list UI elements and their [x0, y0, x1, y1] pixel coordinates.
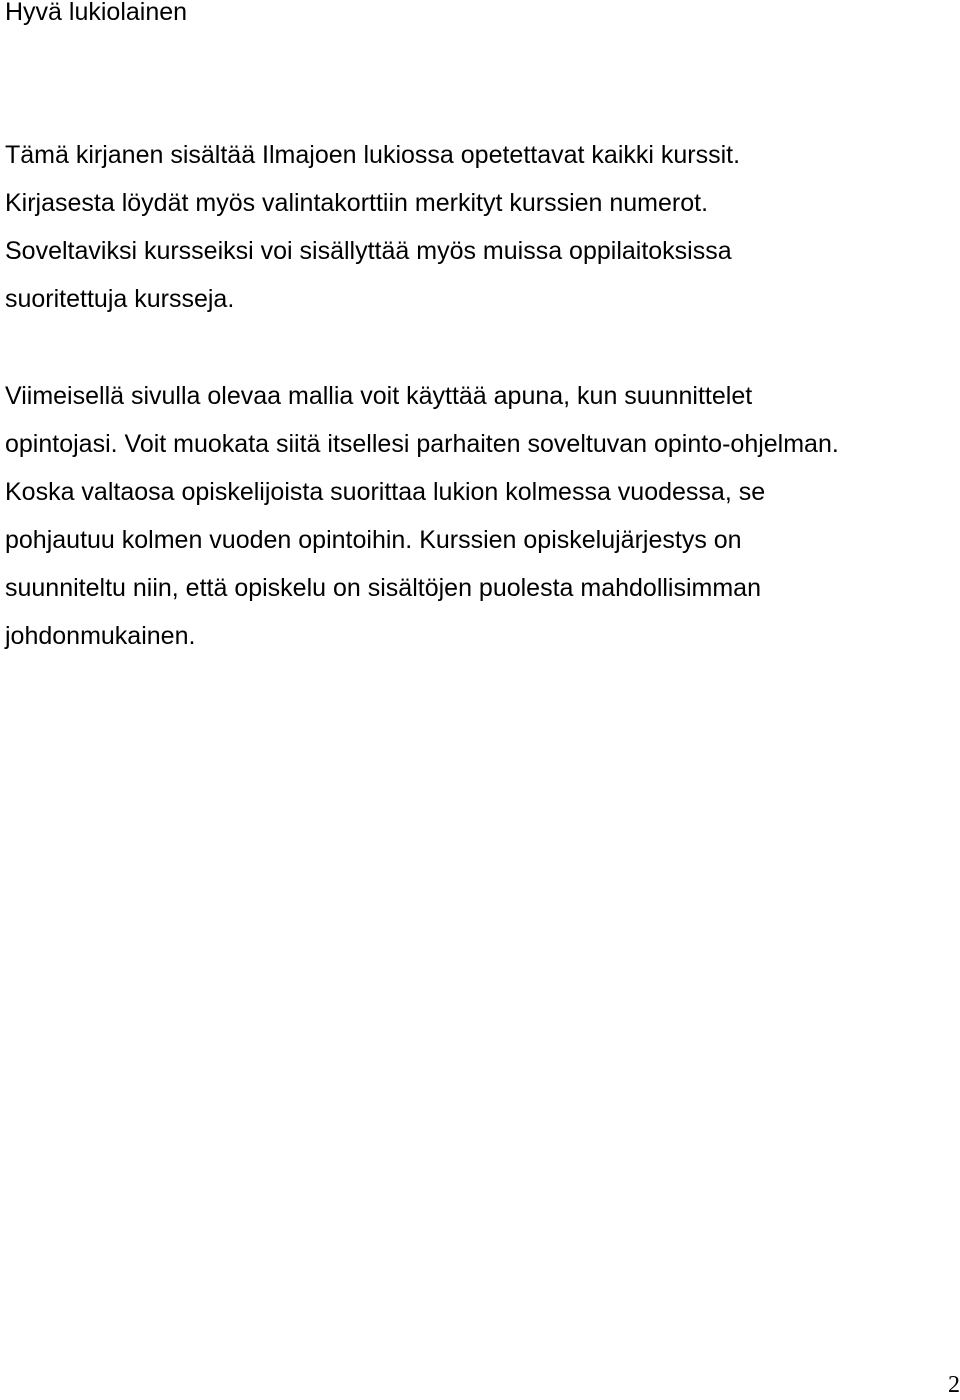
paragraph-line: Soveltaviksi kursseiksi voi sisällyttää myös muissa oppilaitoksissa — [5, 237, 732, 265]
paragraph-line: suoritettuja kursseja. — [5, 285, 235, 313]
paragraph-line: Kirjasesta löydät myös valintakorttiin merkityt kurssien numerot. — [5, 189, 709, 217]
paragraph-line: Koska valtaosa opiskelijoista suorittaa lukion kolmessa vuodessa, se — [5, 478, 766, 506]
greeting-heading: Hyvä lukiolainen — [5, 0, 188, 26]
paragraph-line: Tämä kirjanen sisältää Ilmajoen lukiossa opetettavat kaikki kurssit. — [5, 141, 741, 169]
paragraph-line: suunniteltu niin, että opiskelu on sisältöjen puolesta mahdollisimman — [5, 574, 761, 602]
paragraph-line: Viimeisellä sivulla olevaa mallia voit käyttää apuna, kun suunnittelet — [5, 382, 753, 410]
paragraph-line: opintojasi. Voit muokata siitä itsellesi parhaiten soveltuvan opinto-ohjelman. — [5, 430, 839, 458]
paragraph-line: johdonmukainen. — [5, 622, 196, 650]
paragraph-line: pohjautuu kolmen vuoden opintoihin. Kurssien opiskelujärjestys on — [5, 526, 742, 554]
page-number: 2 — [948, 1372, 960, 1398]
